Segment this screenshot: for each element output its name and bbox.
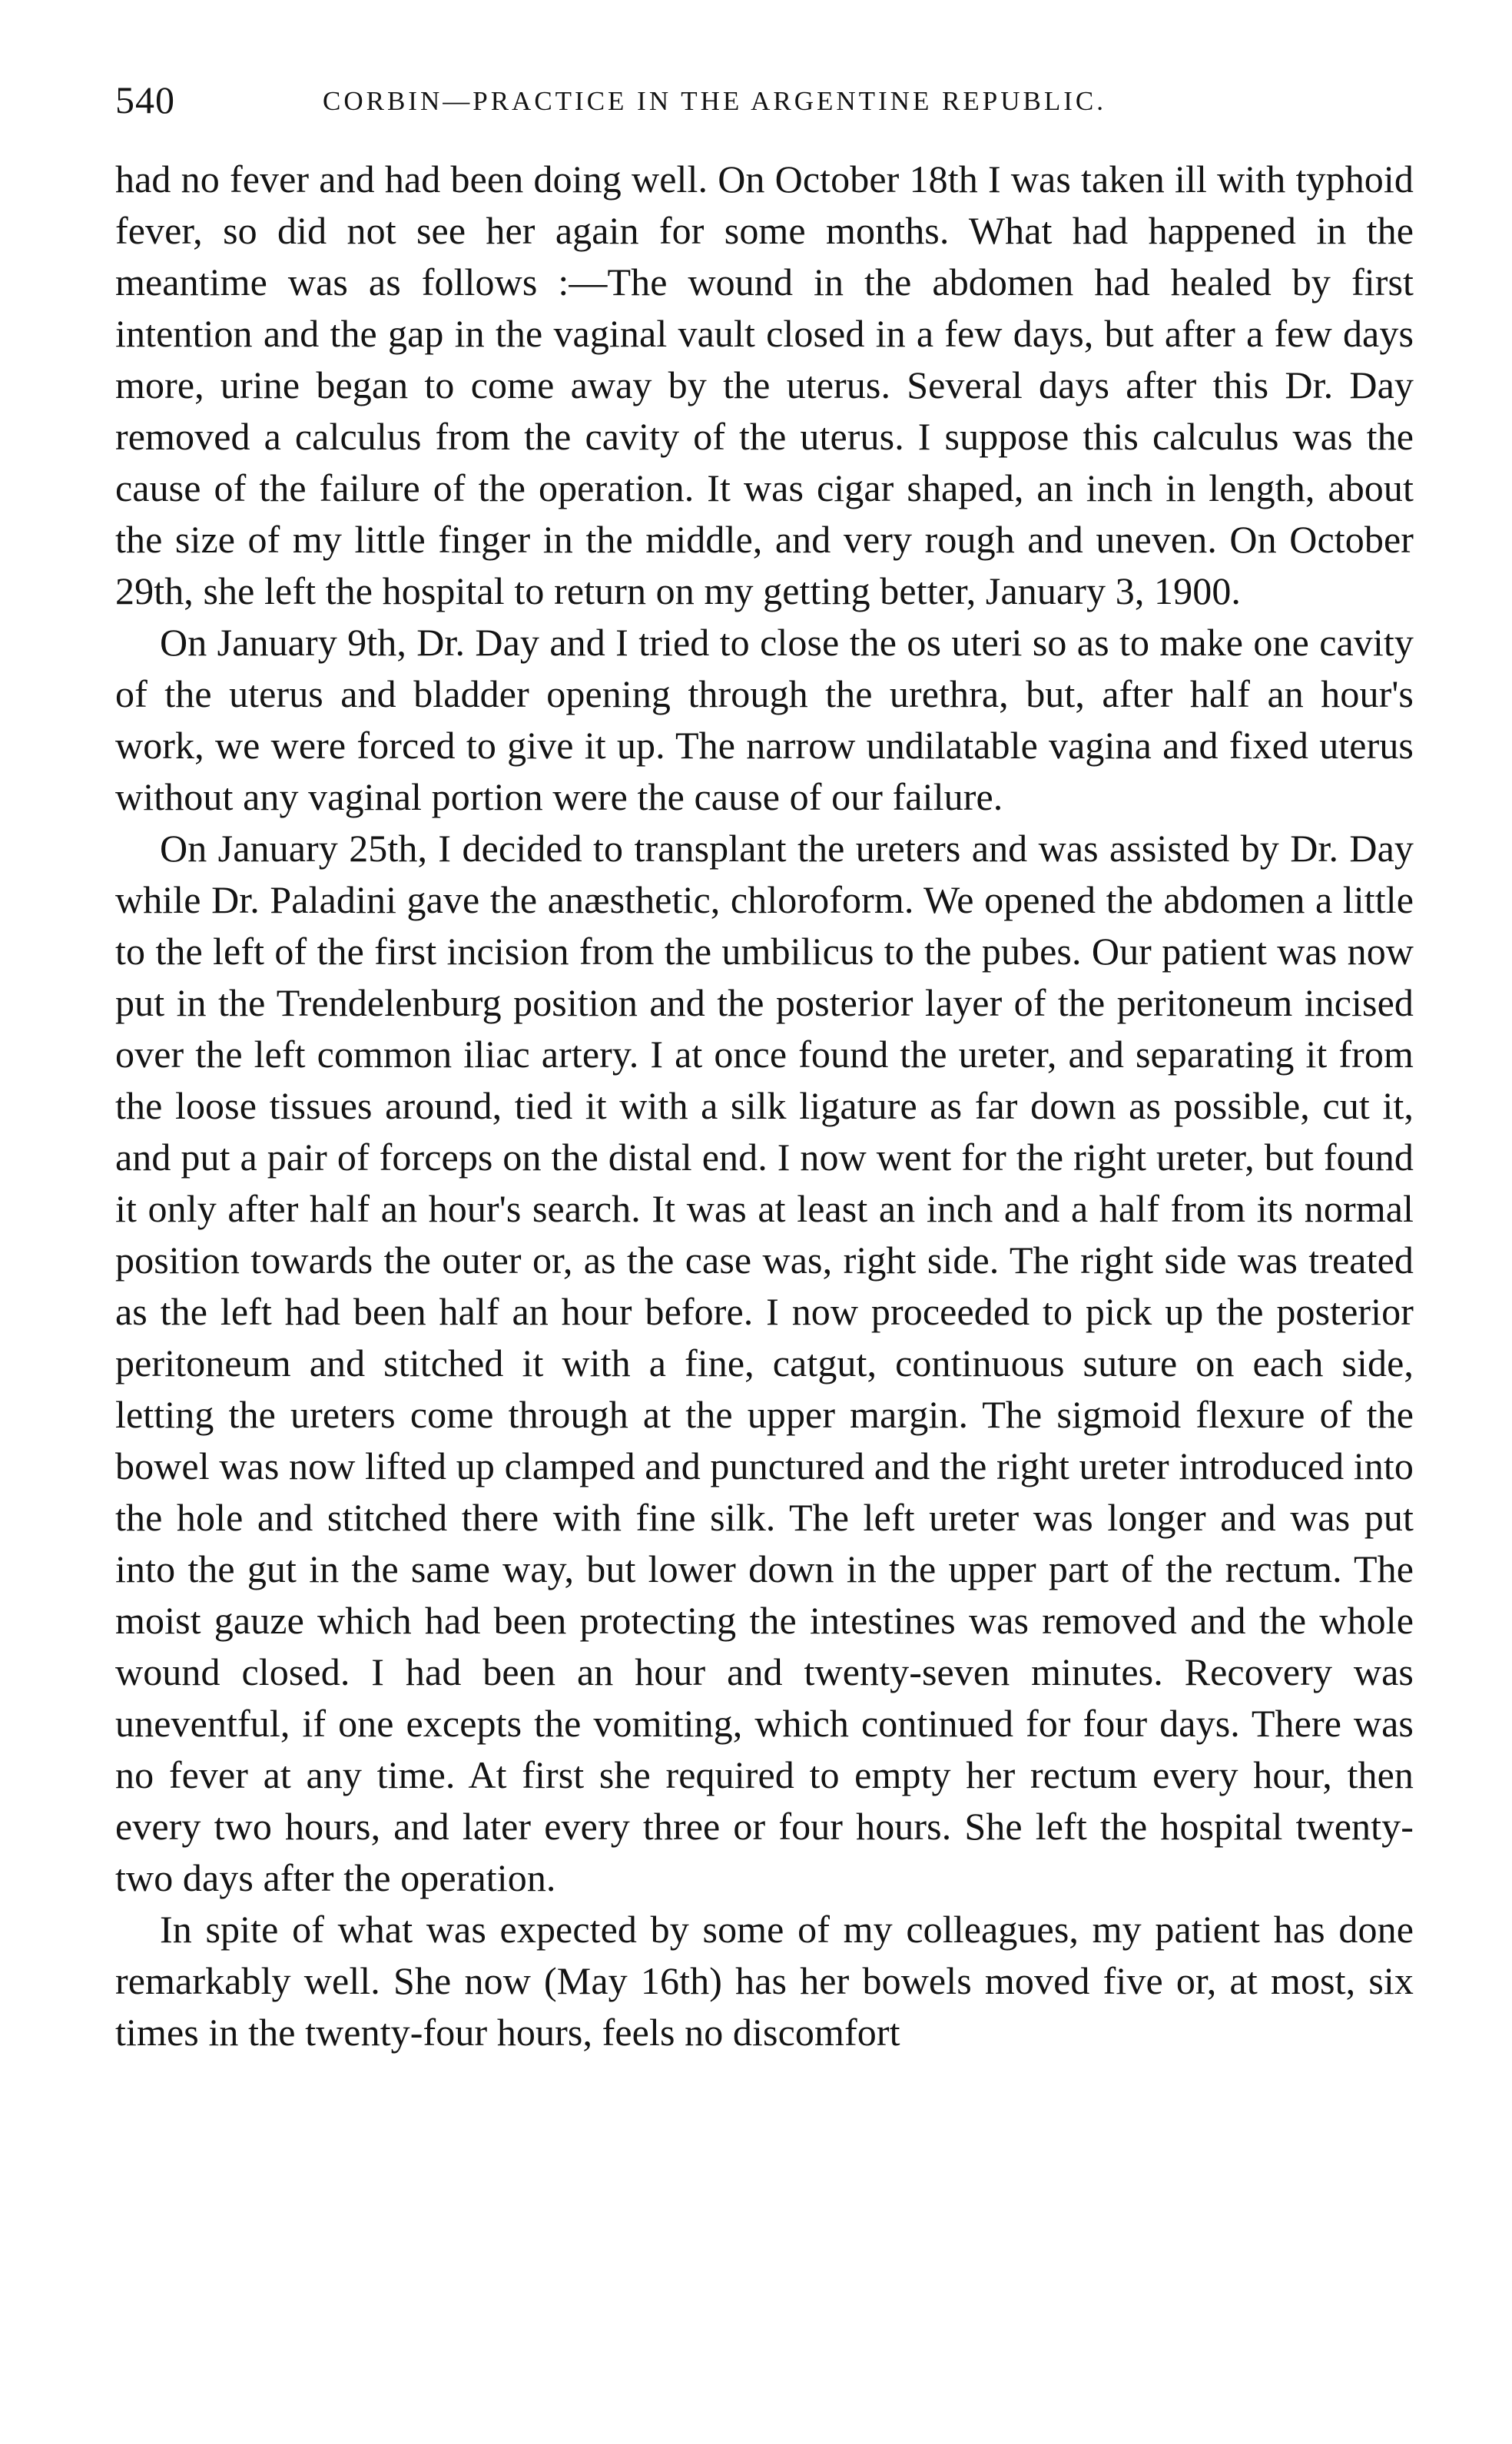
paragraph-continuation: had no fever and had been doing well. On October 18th I was taken ill with typhoid fever, so did not see her again for some months. What had happened in the meantime was as follows :—The wound in the abdomen had healed by first intention and the gap in the vaginal vault closed in a few days, but after a few days more, urine began to come away by the uterus. Several days after this Dr. Day removed a calculus from the cavity of the uterus. I suppose this calculus was the cause of the failure of the operation. It was cigar shaped, an inch in length, about the size of my little finger in the middle, and very rough and uneven. On October 29th, she left the hospital to return on my getting better, January 3, 1900. (115, 158, 1414, 612)
article-body (115, 154, 1414, 2058)
running-title: CORBIN—PRACTICE IN THE ARGENTINE REPUBLIC. (323, 86, 1107, 116)
paragraph: In spite of what was expected by some of my colleagues, my patient has done remarkably well. She now (May 16th) has her bowels moved five or, at most, six times in the twenty-four hours, feels no discomfort (115, 1908, 1414, 2054)
page-header (115, 77, 1421, 123)
paragraph: On January 9th, Dr. Day and I tried to close the os uteri so as to make one cavity of the uterus and bladder opening through the urethra, but, after half an hour's work, we were forced to give it up. The narrow undilatable vagina and fixed uterus without any vaginal portion were the cause of our failure. (115, 621, 1414, 818)
paragraph: On January 25th, I decided to transplant the ureters and was assisted by Dr. Day while Dr. Paladini gave the anæsthetic, chloroform. We opened the abdomen a little to the left of the first incision from the umbilicus to the pubes. Our patient was now put in the Trendelenburg position and the posterior layer of the peritoneum incised over the left common iliac artery. I at once found the ureter, and separating it from the loose tissues around, tied it with a silk ligature as far down as possible, cut it, and put a pair of forceps on the distal end. I now went for the right ureter, but found it only after half an hour's search. It was at least an inch and a half from its normal position towards the outer or, as the case was, right side. The right side was treated as the left had been half an hour before. I now proceeded to pick up the posterior peritoneum and stitched it with a fine, catgut, continuous suture on each side, letting the ureters come through at the upper margin. The sigmoid flexure of the bowel was now lifted up clamped and punctured and the right ureter introduced into the hole and stitched there with fine silk. The left ureter was longer and was put into the gut in the same way, but lower down in the upper part of the rectum. The moist gauze which had been protecting the intestines was removed and the whole wound closed. I had been an hour and twenty-seven minutes. Recovery was uneventful, if one excepts the vomiting, which continued for four days. There was no fever at any time. At first she required to empty her rectum every hour, then every two hours, and later every three or four hours. She left the hospital twenty-two days after the operation. (115, 827, 1414, 1899)
page-number: 540 (115, 78, 175, 121)
